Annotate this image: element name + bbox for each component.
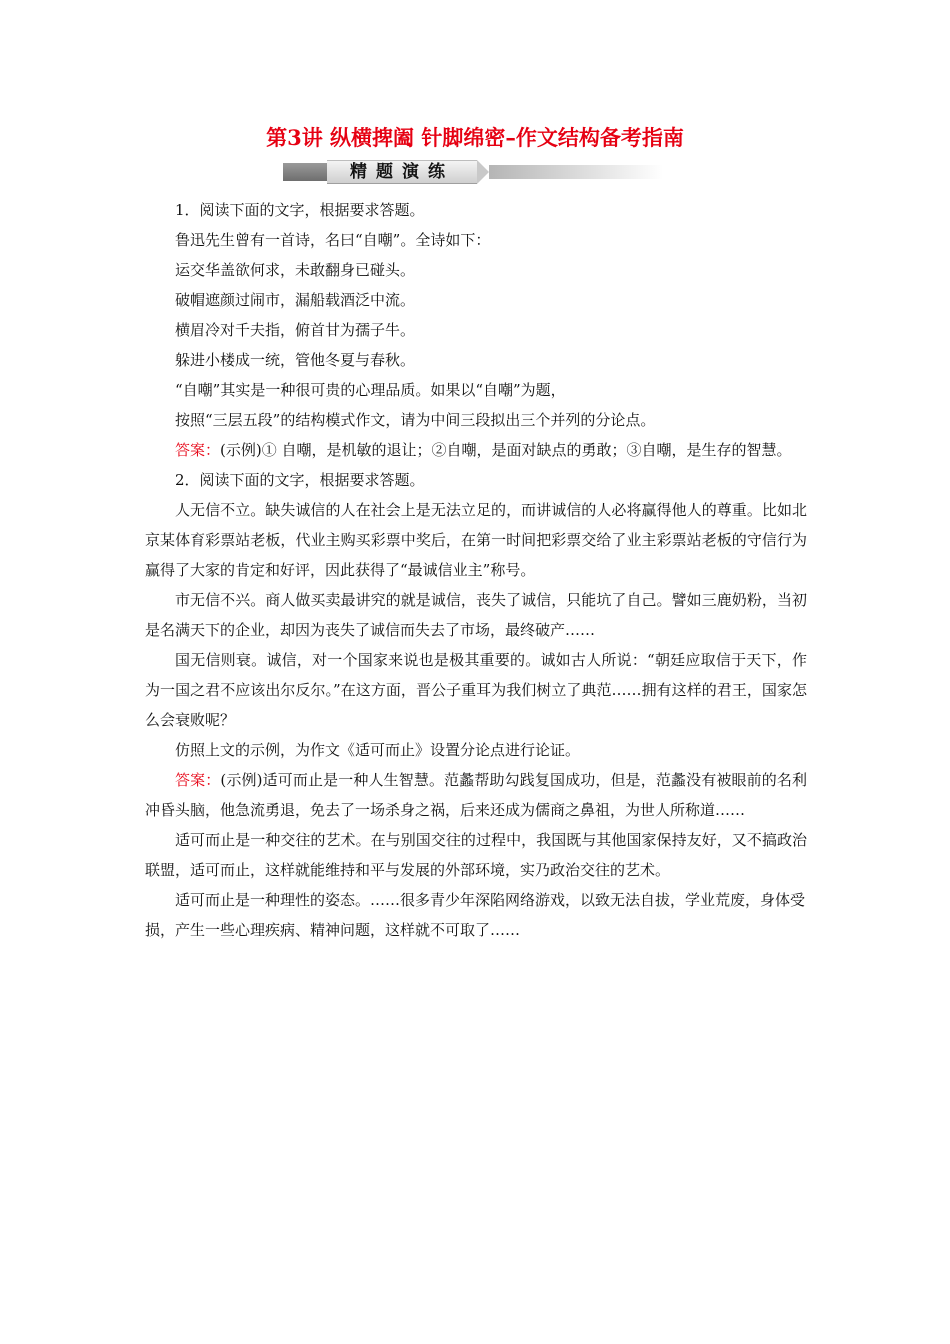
question-2-answer-paragraph: 适可而止是一种交往的艺术。在与别国交往的过程中，我国既与其他国家保持友好，又不搞政治联盟，适可而止，这样就能维持和平与发展的外部环境，实乃政治交往的艺术。 [145, 831, 807, 879]
question-1-answer [145, 435, 807, 465]
question-1-material-line: “自嘲”其实是一种很可贵的心理品质。如果以“自嘲”为题， [175, 381, 566, 399]
banner-fade-bar [489, 165, 663, 179]
banner-arrow-icon [477, 160, 489, 184]
question-1-poem-line: 躲进小楼成一统，管他冬夏与春秋。 [175, 351, 416, 369]
page-title: 第3讲 纵横捭阖 针脚绵密–作文结构备考指南 [266, 125, 684, 150]
question-1-poem-line: 运交华盖欲何求，未敢翻身已碰头。 [175, 261, 416, 279]
banner-label: 精题演练 [350, 162, 454, 182]
answer-text: (示例)适可而止是一种人生智慧。范蠡帮助勾践复国成功，但是，范蠡没有被眼前的名利冲昏头脑，他急流勇退，免去了一场杀身之祸，后来还成为儒商之鼻祖，为世人所称道…… [145, 771, 807, 819]
answer-label: 答案： [175, 771, 221, 789]
question-2-material-paragraph: 市无信不兴。商人做买卖最讲究的就是诚信，丧失了诚信，只能坑了自己。譬如三鹿奶粉，当初是名满天下的企业，却因为丧失了诚信而失去了市场，最终破产…… [145, 591, 807, 639]
document-body [145, 195, 807, 945]
answer-text: (示例)① 自嘲，是机敏的退让；②自嘲，是面对缺点的勇敢；③自嘲，是生存的智慧。 [220, 441, 792, 459]
question-1-poem-line: 横眉冷对千夫指，俯首甘为孺子牛。 [175, 321, 416, 339]
banner-left-bar [283, 163, 328, 181]
question-2-material-paragraph: 国无信则衰。诚信，对一个国家来说也是极其重要的。诚如古人所说：“朝廷应取信于天下，作为一国之君不应该出尔反尔。”在这方面，晋公子重耳为我们树立了典范……拥有这样的君王，国家怎么会衰败呢？ [145, 651, 807, 729]
question-2-material-paragraph: 人无信不立。缺失诚信的人在社会上是无法立足的，而讲诚信的人必将赢得他人的尊重。比如北京某体育彩票站老板，代业主购买彩票中奖后，在第一时间把彩票交给了业主彩票站老板的守信行为赢得了大家的肯定和好评，因此获得了“最诚信业主”称号。 [145, 501, 807, 579]
question-1-prompt: 1．阅读下面的文字，根据要求答题。 [175, 201, 425, 219]
question-2-answer [145, 765, 807, 825]
question-1-requirement: 按照“三层五段”的结构模式作文，请为中间三段拟出三个并列的分论点。 [175, 411, 656, 429]
question-2-answer-paragraph: 适可而止是一种理性的姿态。……很多青少年深陷网络游戏，以致无法自拔，学业荒废，身体受损，产生一些心理疾病、精神问题，这样就不可取了…… [145, 891, 806, 939]
question-1-poem-line: 破帽遮颜过闹市，漏船载酒泛中流。 [175, 291, 416, 309]
answer-label: 答案： [175, 441, 221, 459]
question-2-requirement: 仿照上文的示例，为作文《适可而止》设置分论点进行论证。 [175, 741, 581, 759]
question-2-prompt: 2．阅读下面的文字，根据要求答题。 [175, 471, 425, 489]
question-1-material-line: 鲁迅先生曾有一首诗，名曰“自嘲”。全诗如下： [175, 231, 491, 249]
section-banner [283, 160, 663, 184]
